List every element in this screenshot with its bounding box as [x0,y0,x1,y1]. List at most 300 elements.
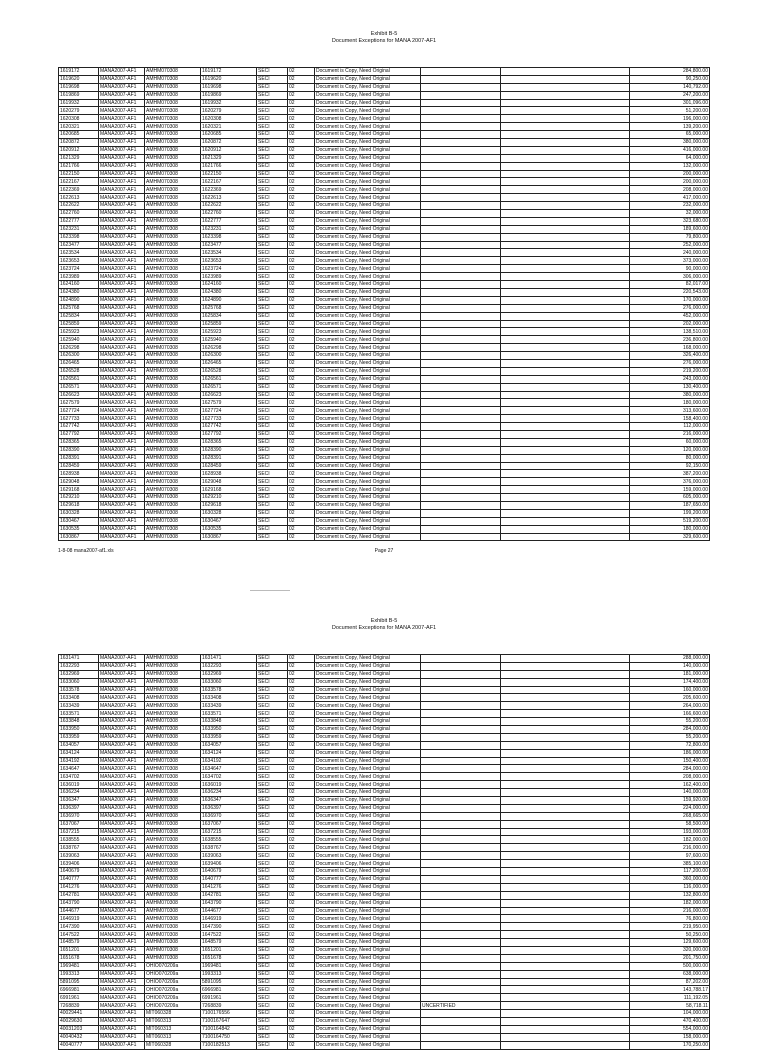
cell-servicer-loan-id: 1623398 [201,233,257,241]
cell-note [421,352,501,360]
cell-code: 02 [288,741,315,749]
cell-servicer-loan-id: 1651678 [201,954,257,962]
cell-exception-description: Document is Copy, Need Original [315,686,421,694]
cell-note [421,1033,501,1041]
cell-exception-description: Document is Copy, Need Original [315,336,421,344]
cell-amount: 132,800.00 [630,891,710,899]
cell-pool: AMHM070308 [145,891,201,899]
cell-pool: AMHM070308 [145,399,201,407]
cell-custodian: SECI [257,391,288,399]
cell-note [421,868,501,876]
cell-deal: MANA2007-AF1 [99,423,145,431]
cell-servicer-loan-id: 1619698 [201,83,257,91]
table-row [59,1033,710,1041]
cell-loan-id: 1630328 [59,509,99,517]
cell-amount: 243,000.00 [630,375,710,383]
cell-custodian: SECI [257,757,288,765]
cell-servicer-loan-id: 1621766 [201,162,257,170]
table-row [59,304,710,312]
cell-servicer-loan-id: 1632293 [201,662,257,670]
cell-code: 02 [288,899,315,907]
cell-note [421,733,501,741]
cell-loan-id: 1620308 [59,115,99,123]
cell-blank [501,931,630,939]
cell-servicer-loan-id: 1625768 [201,304,257,312]
cell-amount: 111,192.05 [630,994,710,1002]
cell-exception-description: Document is Copy, Need Original [315,304,421,312]
table-row [59,931,710,939]
table-row [59,423,710,431]
cell-exception-description: Document is Copy, Need Original [315,820,421,828]
cell-pool: AMHM070308 [145,670,201,678]
cell-code: 02 [288,1010,315,1018]
cell-pool: AMHM070308 [145,907,201,915]
cell-code: 02 [288,486,315,494]
cell-code: 02 [288,970,315,978]
cell-servicer-loan-id: 1636019 [201,781,257,789]
cell-blank [501,257,630,265]
cell-note [421,789,501,797]
table-row [59,978,710,986]
cell-amount: 202,000.00 [630,320,710,328]
cell-custodian: SECI [257,868,288,876]
cell-note [421,962,501,970]
cell-exception-description: Document is Copy, Need Original [315,915,421,923]
cell-pool: AMHM070308 [145,312,201,320]
cell-deal: MANA2007-AF1 [99,501,145,509]
cell-loan-id: 1633571 [59,710,99,718]
cell-exception-description: Document is Copy, Need Original [315,265,421,273]
cell-deal: MANA2007-AF1 [99,217,145,225]
cell-exception-description: Document is Copy, Need Original [315,115,421,123]
cell-custodian: SECI [257,797,288,805]
cell-amount: 264,000.00 [630,702,710,710]
cell-pool: AMHM070308 [145,131,201,139]
table-row [59,694,710,702]
cell-custodian: SECI [257,1010,288,1018]
cell-servicer-loan-id: 6966981 [201,986,257,994]
cell-blank [501,344,630,352]
cell-deal: MANA2007-AF1 [99,478,145,486]
cell-exception-description: Document is Copy, Need Original [315,210,421,218]
table-row [59,186,710,194]
cell-amount: 224,000.00 [630,804,710,812]
cell-amount: 519,200.00 [630,517,710,525]
cell-custodian: SECI [257,170,288,178]
cell-code: 02 [288,726,315,734]
table-row [59,178,710,186]
table-row [59,891,710,899]
table-row [59,407,710,415]
cell-note [421,91,501,99]
cell-deal: MANA2007-AF1 [99,686,145,694]
cell-code: 02 [288,812,315,820]
cell-exception-description: Document is Copy, Need Original [315,852,421,860]
table-row [59,797,710,805]
cell-note [421,899,501,907]
table-row [59,391,710,399]
cell-custodian: SECI [257,726,288,734]
cell-blank [501,407,630,415]
cell-exception-description: Document is Copy, Need Original [315,907,421,915]
exceptions-table [58,67,710,541]
cell-exception-description: Document is Copy, Need Original [315,407,421,415]
cell-note [421,946,501,954]
cell-custodian: SECI [257,1002,288,1010]
cell-exception-description: Document is Copy, Need Original [315,875,421,883]
cell-blank [501,359,630,367]
cell-servicer-loan-id: 1993313 [201,970,257,978]
cell-custodian: SECI [257,781,288,789]
cell-exception-description: Document is Copy, Need Original [315,828,421,836]
cell-loan-id: 1620321 [59,123,99,131]
cell-pool: AMHM070308 [145,320,201,328]
cell-custodian: SECI [257,789,288,797]
cell-custodian: SECI [257,915,288,923]
cell-loan-id: 1622777 [59,217,99,225]
cell-pool: AMHM070308 [145,391,201,399]
cell-pool: AMHM070308 [145,115,201,123]
cell-pool: AMHM070308 [145,781,201,789]
cell-deal: MANA2007-AF1 [99,718,145,726]
cell-loan-id: 1622150 [59,170,99,178]
cell-deal: MANA2007-AF1 [99,875,145,883]
cell-note [421,860,501,868]
cell-exception-description: Document is Copy, Need Original [315,899,421,907]
cell-exception-description: Document is Copy, Need Original [315,375,421,383]
cell-code: 02 [288,336,315,344]
cell-deal: MANA2007-AF1 [99,391,145,399]
cell-deal: MANA2007-AF1 [99,1017,145,1025]
cell-deal: MANA2007-AF1 [99,407,145,415]
cell-code: 02 [288,931,315,939]
cell-custodian: SECI [257,281,288,289]
cell-loan-id: 5891095 [59,978,99,986]
cell-blank [501,454,630,462]
cell-servicer-loan-id: 1620279 [201,107,257,115]
cell-exception-description: Document is Copy, Need Original [315,470,421,478]
cell-exception-description: Document is Copy, Need Original [315,391,421,399]
cell-loan-id: 1620912 [59,146,99,154]
cell-note [421,217,501,225]
cell-code: 02 [288,710,315,718]
cell-note [421,146,501,154]
cell-exception-description: Document is Copy, Need Original [315,170,421,178]
cell-blank [501,446,630,454]
cell-exception-description: Document is Copy, Need Original [315,781,421,789]
cell-code: 02 [288,994,315,1002]
cell-pool: AMHM070308 [145,686,201,694]
cell-exception-description: Document is Copy, Need Original [315,241,421,249]
cell-blank [501,994,630,1002]
cell-code: 02 [288,757,315,765]
cell-servicer-loan-id: 1628390 [201,446,257,454]
cell-note [421,454,501,462]
cell-amount: 387,200.00 [630,470,710,478]
cell-servicer-loan-id: 1622777 [201,217,257,225]
cell-note [421,812,501,820]
table-row [59,757,710,765]
cell-pool: AMHM070308 [145,83,201,91]
table-row [59,486,710,494]
cell-amount: 216,000.00 [630,844,710,852]
cell-custodian: SECI [257,655,288,663]
cell-code: 02 [288,154,315,162]
cell-exception-description: Document is Copy, Need Original [315,517,421,525]
cell-code: 02 [288,670,315,678]
cell-custodian: SECI [257,454,288,462]
cell-exception-description: Document is Copy, Need Original [315,509,421,517]
cell-custodian: SECI [257,875,288,883]
cell-deal: MANA2007-AF1 [99,860,145,868]
cell-blank [501,462,630,470]
cell-blank [501,99,630,107]
cell-deal: MANA2007-AF1 [99,954,145,962]
cell-pool: AMHM070308 [145,525,201,533]
cell-exception-description: Document is Copy, Need Original [315,812,421,820]
cell-exception-description: Document is Copy, Need Original [315,749,421,757]
cell-loan-id: 1625923 [59,328,99,336]
table-row [59,702,710,710]
table-row [59,320,710,328]
cell-exception-description: Document is Copy, Need Original [315,1017,421,1025]
cell-blank [501,899,630,907]
cell-custodian: SECI [257,75,288,83]
cell-servicer-loan-id: 1633848 [201,718,257,726]
cell-custodian: SECI [257,375,288,383]
table-row [59,875,710,883]
cell-loan-id: 1619869 [59,91,99,99]
cell-servicer-loan-id: 1622150 [201,170,257,178]
cell-loan-id: 1619172 [59,68,99,76]
cell-servicer-loan-id: 1620912 [201,146,257,154]
cell-code: 02 [288,375,315,383]
cell-code: 02 [288,257,315,265]
table-row [59,525,710,533]
cell-exception-description: Document is Copy, Need Original [315,257,421,265]
cell-servicer-loan-id: 1624380 [201,288,257,296]
cell-servicer-loan-id: 1625940 [201,336,257,344]
cell-custodian: SECI [257,907,288,915]
cell-amount: 58,500.00 [630,820,710,828]
cell-deal: MANA2007-AF1 [99,812,145,820]
cell-exception-description: Document is Copy, Need Original [315,75,421,83]
cell-code: 02 [288,962,315,970]
cell-exception-description: Document is Copy, Need Original [315,718,421,726]
cell-code: 02 [288,170,315,178]
cell-amount: 240,000.00 [630,249,710,257]
cell-custodian: SECI [257,320,288,328]
cell-exception-description: Document is Copy, Need Original [315,804,421,812]
cell-custodian: SECI [257,131,288,139]
cell-pool: AMHM070308 [145,718,201,726]
cell-deal: MANA2007-AF1 [99,281,145,289]
cell-pool: AMHM070308 [145,702,201,710]
cell-exception-description: Document is Copy, Need Original [315,501,421,509]
cell-exception-description: Document is Copy, Need Original [315,741,421,749]
cell-loan-id: 1622622 [59,202,99,210]
cell-pool: AMHM070308 [145,210,201,218]
cell-amount: 470,400.00 [630,1017,710,1025]
cell-amount: 50,250.00 [630,931,710,939]
cell-exception-description: Document is Copy, Need Original [315,962,421,970]
table-row [59,954,710,962]
cell-deal: MANA2007-AF1 [99,399,145,407]
table-row [59,828,710,836]
cell-amount: 139,200.00 [630,123,710,131]
cell-amount: 80,000.00 [630,454,710,462]
cell-note [421,1041,501,1049]
table-row [59,962,710,970]
table-row [59,257,710,265]
cell-pool: AMHM070308 [145,415,201,423]
cell-custodian: SECI [257,1017,288,1025]
cell-loan-id: 1626298 [59,344,99,352]
cell-servicer-loan-id: 1628391 [201,454,257,462]
cell-servicer-loan-id: 1629048 [201,478,257,486]
cell-pool: AMHM070308 [145,812,201,820]
cell-blank [501,75,630,83]
cell-blank [501,733,630,741]
cell-note [421,83,501,91]
cell-pool: AMHM070308 [145,875,201,883]
cell-blank [501,123,630,131]
cell-code: 02 [288,781,315,789]
cell-code: 02 [288,430,315,438]
cell-blank [501,525,630,533]
cell-code: 02 [288,383,315,391]
cell-custodian: SECI [257,1033,288,1041]
cell-custodian: SECI [257,525,288,533]
cell-note [421,170,501,178]
cell-loan-id: 1626528 [59,367,99,375]
table-row [59,868,710,876]
table-row [59,312,710,320]
cell-custodian: SECI [257,383,288,391]
cell-code: 02 [288,836,315,844]
cell-note [421,978,501,986]
cell-pool: AMHM070308 [145,749,201,757]
cell-pool: AMHM070308 [145,281,201,289]
cell-note [421,670,501,678]
cell-blank [501,891,630,899]
cell-exception-description: Document is Copy, Need Original [315,891,421,899]
cell-note [421,836,501,844]
cell-code: 02 [288,939,315,947]
cell-blank [501,210,630,218]
cell-note [421,359,501,367]
table-row [59,107,710,115]
cell-pool: AMHM070308 [145,367,201,375]
cell-code: 02 [288,320,315,328]
cell-amount: 55,200.00 [630,718,710,726]
cell-loan-id: 1626300 [59,352,99,360]
cell-note [421,517,501,525]
cell-exception-description: Document is Copy, Need Original [315,789,421,797]
cell-amount: 65,000.00 [630,131,710,139]
cell-loan-id: 6966981 [59,986,99,994]
cell-deal: MANA2007-AF1 [99,678,145,686]
cell-pool: MIT060328 [145,1041,201,1049]
cell-note [421,225,501,233]
cell-pool: AMHM070308 [145,91,201,99]
cell-loan-id: 1626623 [59,391,99,399]
exceptions-table [58,654,710,1050]
cell-exception-description: Document is Copy, Need Original [315,233,421,241]
cell-loan-id: 40031203 [59,1025,99,1033]
cell-loan-id: 1633950 [59,726,99,734]
cell-pool: MIT060313 [145,1017,201,1025]
cell-note [421,1025,501,1033]
cell-loan-id: 1634192 [59,757,99,765]
cell-exception-description: Document is Copy, Need Original [315,678,421,686]
cell-code: 02 [288,749,315,757]
cell-blank [501,781,630,789]
cell-code: 02 [288,131,315,139]
cell-loan-id: 1640679 [59,868,99,876]
cell-amount: 60,000.00 [630,438,710,446]
cell-amount: 554,000.00 [630,1025,710,1033]
cell-custodian: SECI [257,217,288,225]
cell-note [421,446,501,454]
cell-blank [501,470,630,478]
cell-custodian: SECI [257,288,288,296]
cell-note [421,907,501,915]
cell-exception-description: Document is Copy, Need Original [315,868,421,876]
table-row [59,202,710,210]
cell-amount: 208,000.00 [630,773,710,781]
cell-loan-id: 1633848 [59,718,99,726]
cell-deal: MANA2007-AF1 [99,83,145,91]
cell-servicer-loan-id: 1628938 [201,470,257,478]
cell-amount: 158,400.00 [630,415,710,423]
cell-loan-id: 1639406 [59,860,99,868]
table-row [59,994,710,1002]
cell-code: 02 [288,946,315,954]
cell-code: 02 [288,454,315,462]
cell-blank [501,797,630,805]
cell-loan-id: 1628938 [59,470,99,478]
cell-exception-description: Document is Copy, Need Original [315,710,421,718]
cell-note [421,107,501,115]
cell-exception-description: Document is Copy, Need Original [315,765,421,773]
cell-note [421,273,501,281]
cell-custodian: SECI [257,194,288,202]
cell-code: 02 [288,123,315,131]
cell-note [421,344,501,352]
cell-exception-description: Document is Copy, Need Original [315,954,421,962]
cell-pool: AMHM070308 [145,423,201,431]
cell-exception-description: Document is Copy, Need Original [315,931,421,939]
cell-custodian: SECI [257,883,288,891]
cell-custodian: SECI [257,296,288,304]
cell-blank [501,352,630,360]
cell-servicer-loan-id: 1630535 [201,525,257,533]
cell-note [421,304,501,312]
cell-pool: AMHM070308 [145,178,201,186]
cell-loan-id: 1644677 [59,907,99,915]
cell-note [421,288,501,296]
cell-amount: 189,600.00 [630,225,710,233]
cell-pool: AMHM070308 [145,915,201,923]
cell-servicer-loan-id: 1622167 [201,178,257,186]
cell-code: 02 [288,915,315,923]
cell-code: 02 [288,194,315,202]
cell-code: 02 [288,91,315,99]
cell-note [421,749,501,757]
cell-code: 02 [288,789,315,797]
cell-code: 02 [288,1002,315,1010]
